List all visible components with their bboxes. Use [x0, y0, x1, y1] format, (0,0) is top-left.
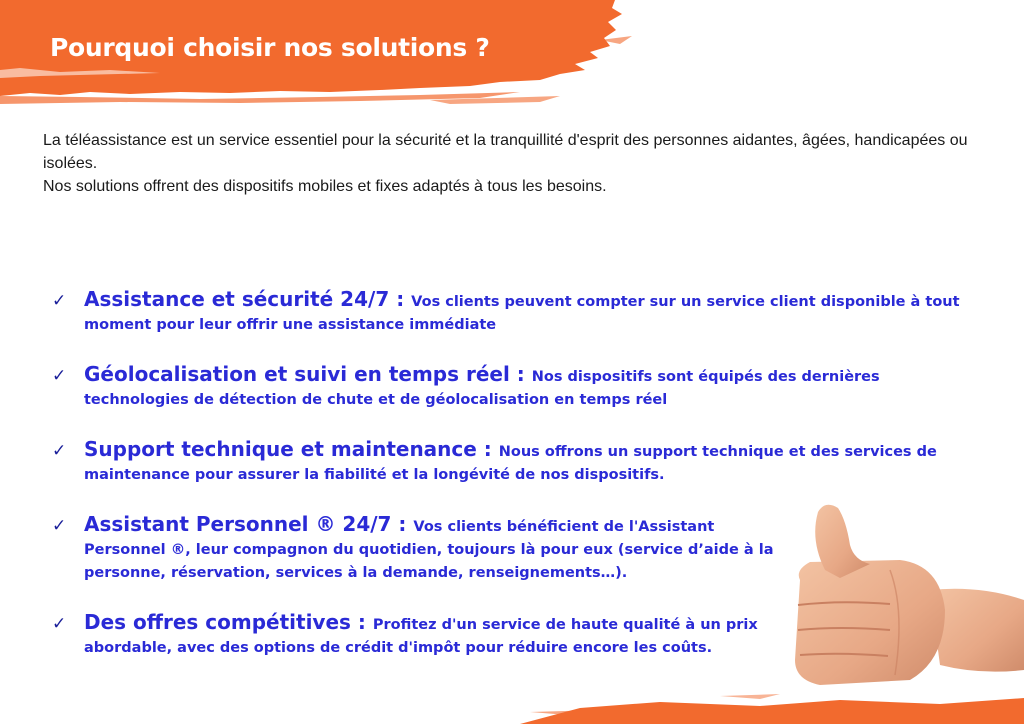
benefit-description: Nos dispositifs sont équipés des dernières technologies de détection de chute et de géolocalisation en temps réel — [84, 369, 880, 408]
benefit-item-geolocation — [50, 363, 980, 411]
bottom-brush-stroke — [520, 690, 1024, 724]
benefit-item-assistance — [50, 288, 980, 336]
benefit-description: Vos clients peuvent compter sur un service client disponible à tout moment pour leur offrir une assistance immédiate — [84, 294, 960, 333]
check-icon: ✓ — [52, 441, 67, 461]
benefit-title: Assistance et sécurité 24/7 : — [84, 287, 412, 311]
benefit-title: Des offres compétitives : — [84, 610, 373, 634]
benefit-item-personal-assistant — [50, 513, 784, 584]
check-icon: ✓ — [52, 366, 67, 386]
benefit-description: Vos clients bénéficient de l'Assistant Personnel ®, leur compagnon du quotidien, toujours là pour eux (service d’aide à la personne, réservation, services à la demande, renseignements…). — [84, 519, 774, 581]
benefit-description: Profitez d'un service de haute qualité à un prix abordable, avec des options de crédit d'impôt pour réduire encore les coûts. — [84, 617, 758, 656]
benefit-title: Géolocalisation et suivi en temps réel : — [84, 362, 532, 386]
intro-paragraph — [43, 129, 983, 198]
check-icon: ✓ — [52, 614, 67, 634]
thumbs-up-hand-image — [780, 500, 1024, 700]
check-icon: ✓ — [52, 516, 67, 536]
benefit-title: Support technique et maintenance : — [84, 437, 499, 461]
page-title: Pourquoi choisir nos solutions ? — [50, 33, 490, 62]
intro-line-1: La téléassistance est un service essentiel pour la sécurité et la tranquillité d'esprit des personnes aidantes, âgées, handicapées ou isolées. — [43, 132, 968, 172]
benefit-item-offers — [50, 611, 784, 659]
check-icon: ✓ — [52, 291, 67, 311]
intro-line-2: Nos solutions offrent des dispositifs mobiles et fixes adaptés à tous les besoins. — [43, 178, 607, 195]
benefit-item-support — [50, 438, 980, 486]
benefit-description: Nous offrons un support technique et des services de maintenance pour assurer la fiabilité et la longévité de nos dispositifs. — [84, 444, 937, 483]
benefit-title: Assistant Personnel ® 24/7 : — [84, 512, 414, 536]
